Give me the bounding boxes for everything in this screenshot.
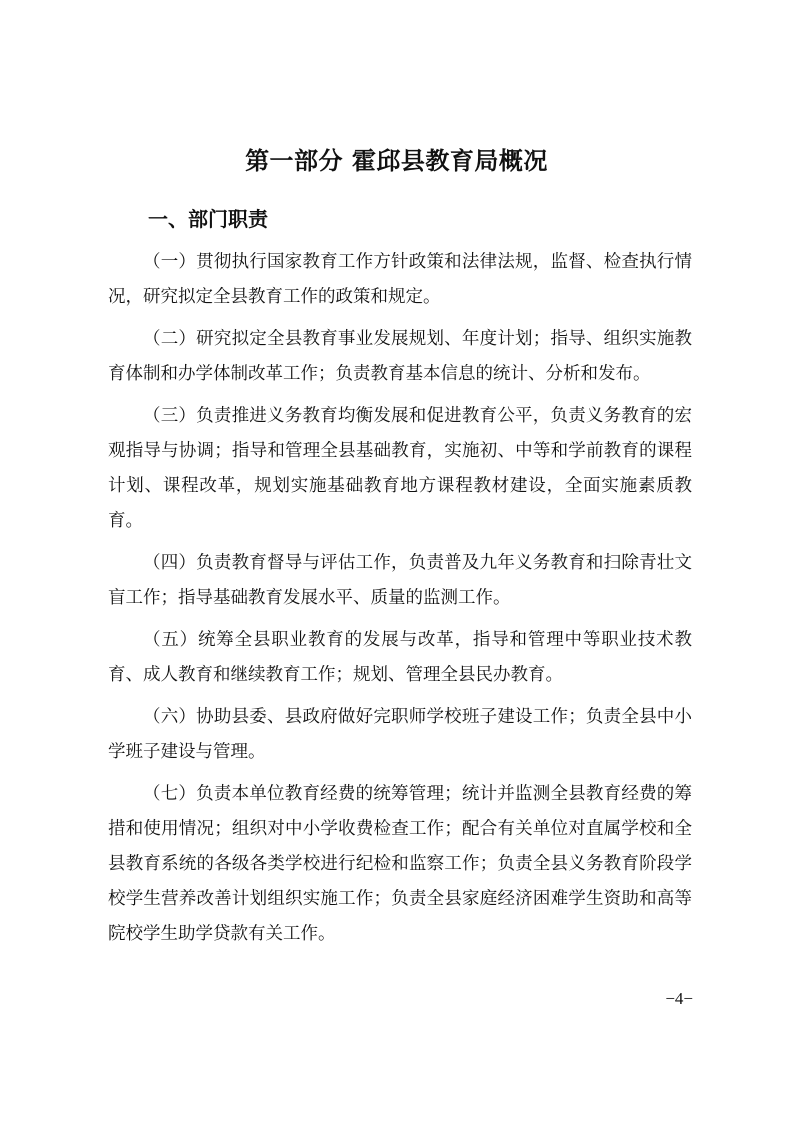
paragraph-duty-4: （四）负责教育督导与评估工作，负责普及九年义务教育和扫除青壮文盲工作；指导基础教育发展水平、质量的监测工作。: [108, 553, 692, 608]
paragraph-duty-6: （六）协助县委、县政府做好完职师学校班子建设工作；负责全县中小学班子建设与管理。: [108, 707, 692, 762]
paragraph-duty-3: （三）负责推进义务教育均衡发展和促进教育公平，负责义务教育的宏观指导与协调；指导和管理全县基础教育，实施初、中等和学前教育的课程计划、课程改革，规划实施基础教育地方课程教材建设，全面实施素质教育。: [108, 406, 692, 531]
page-title: 第一部分 霍邱县教育局概况: [245, 147, 548, 175]
body-text: [108, 245, 692, 959]
page-number: −4−: [665, 989, 693, 1008]
paragraph-duty-2: （二）研究拟定全县教育事业发展规划、年度计划；指导、组织实施教育体制和办学体制改革工作；负责教育基本信息的统计、分析和发布。: [108, 329, 692, 384]
section-heading: 一、部门职责: [148, 207, 268, 231]
paragraph-duty-7: （七）负责本单位教育经费的统筹管理；统计并监测全县教育经费的筹措和使用情况；组织对中小学收费检查工作；配合有关单位对直属学校和全县教育系统的各级各类学校进行纪检和监察工作；负责全县义务教育阶段学校学生营养改善计划组织实施工作；负责全县家庭经济困难学生资助和高等院校学生助学贷款有关工作。: [108, 784, 692, 944]
paragraph-duty-5: （五）统筹全县职业教育的发展与改革，指导和管理中等职业技术教育、成人教育和继续教育工作；规划、管理全县民办教育。: [108, 630, 692, 685]
paragraph-duty-1: （一）贯彻执行国家教育工作方针政策和法律法规，监督、检查执行情况，研究拟定全县教育工作的政策和规定。: [108, 252, 692, 307]
